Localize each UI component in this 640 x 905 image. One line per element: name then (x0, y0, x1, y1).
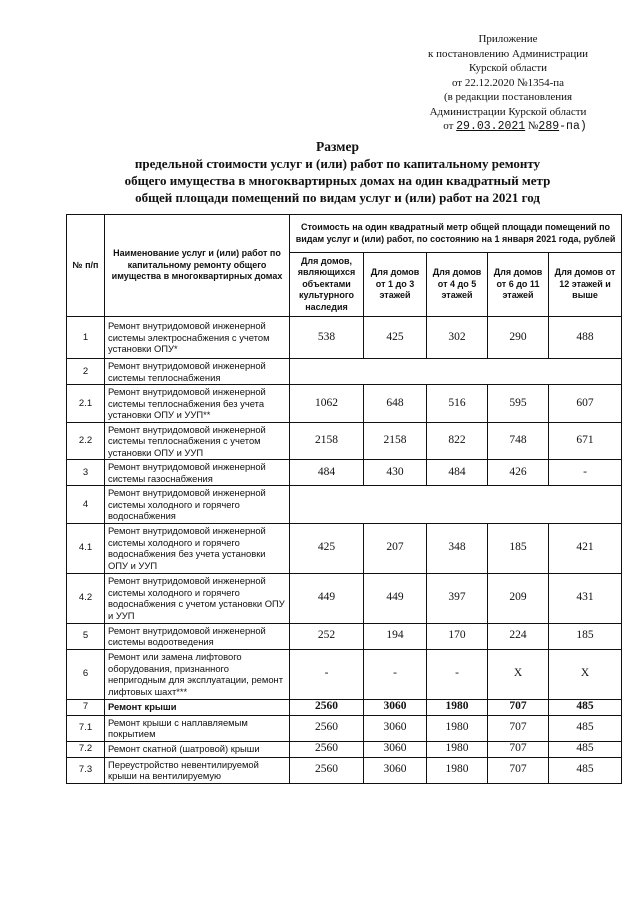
row-number: 6 (67, 649, 105, 699)
row-value-cell: 484 (290, 460, 364, 486)
table-row (67, 460, 622, 486)
row-value-cell: 431 (549, 573, 622, 623)
title-line-3: общего имущества в многоквартирных домах на один квадратный метр (124, 173, 551, 188)
row-service-name: Ремонт внутридомовой инженерной системы холодного и горячего водоснабжения без учета установки ОПУ и УУП (105, 523, 290, 573)
row-number: 7.2 (67, 741, 105, 757)
table-row (67, 385, 622, 423)
appendix-line-5: (в редакции постановления (443, 91, 573, 103)
row-value-cell: - (290, 649, 364, 699)
row-value-cell: 3060 (364, 715, 427, 741)
row-value-cell: 607 (549, 385, 622, 423)
row-number: 2.2 (67, 422, 105, 460)
row-number: 7.3 (67, 757, 105, 783)
row-value-cell: 2560 (290, 757, 364, 783)
row-service-name: Ремонт внутридомовой инженерной системы водоотведения (105, 623, 290, 649)
row-value-cell: 485 (549, 741, 622, 757)
row-value-cell: 425 (364, 317, 427, 359)
row-value-cell: - (549, 460, 622, 486)
row-value-cell: 449 (364, 573, 427, 623)
appendix-line-6: Администрации Курской области (429, 105, 587, 118)
header-cost-group: Стоимость на один квадратный метр общей площади помещений по видам услуг и (или) работ, по состоянию на 1 января 2021 года, рублей (290, 215, 622, 253)
row-value-cell: 185 (488, 523, 549, 573)
row-service-name: Ремонт крыши с наплавляемым покрытием (105, 715, 290, 741)
row-service-name: Ремонт внутридомовой инженерной системы теплоснабжения с учетом установки ОПУ и УУП (105, 422, 290, 460)
row-value-cell: - (427, 649, 488, 699)
row-value-cell: 252 (290, 623, 364, 649)
appendix-number-suffix: -па) (559, 120, 587, 133)
row-value-cell: 302 (427, 317, 488, 359)
row-value-cell: 484 (427, 460, 488, 486)
row-value-cell: 2560 (290, 741, 364, 757)
table-row (67, 741, 622, 757)
row-value-cell: 425 (290, 523, 364, 573)
appendix-number: 289 (538, 120, 560, 133)
row-value-cell: 430 (364, 460, 427, 486)
table-row (67, 715, 622, 741)
row-value-cell: 185 (549, 623, 622, 649)
row-value-cell: 648 (364, 385, 427, 423)
header-col-6-11: Для домов от 6 до 11 этажей (488, 253, 549, 317)
cost-table (66, 214, 622, 784)
appendix-block (388, 32, 628, 135)
appendix-line-4: от 22.12.2020 №1354-па (451, 76, 565, 89)
table-row (67, 757, 622, 783)
row-number: 7 (67, 699, 105, 715)
row-service-name: Ремонт крыши (105, 699, 290, 715)
row-value-cell: 485 (549, 699, 622, 715)
row-service-name: Ремонт внутридомовой инженерной системы теплоснабжения (105, 359, 290, 385)
row-service-name: Ремонт внутридомовой инженерной системы теплоснабжения без учета установки ОПУ и УУП** (105, 385, 290, 423)
row-value-cell: 421 (549, 523, 622, 573)
row-value-cell: 397 (427, 573, 488, 623)
appendix-number-sign: № (527, 120, 539, 132)
row-service-name: Ремонт внутридомовой инженерной системы холодного и горячего водоснабжения с учетом установки ОПУ и УУП (105, 573, 290, 623)
header-col-12plus: Для домов от 12 этажей и выше (549, 253, 622, 317)
table-row (67, 523, 622, 573)
row-value-cell: 1980 (427, 757, 488, 783)
row-value-cell: 707 (488, 699, 549, 715)
appendix-line-7 (388, 119, 628, 135)
row-service-name: Ремонт внутридомовой инженерной системы газоснабжения (105, 460, 290, 486)
row-value-cell: 485 (549, 757, 622, 783)
row-value-cell: 488 (549, 317, 622, 359)
row-value-cell: 707 (488, 715, 549, 741)
appendix-date: 29.03.2021 (456, 120, 526, 133)
header-col-heritage: Для домов, являющихся объектами культурного наследия (290, 253, 364, 317)
row-number: 2 (67, 359, 105, 385)
table-row (67, 317, 622, 359)
row-value-cell: 3060 (364, 741, 427, 757)
row-value-cell: 2158 (290, 422, 364, 460)
table-row (67, 699, 622, 715)
row-value-cell: 1062 (290, 385, 364, 423)
row-number: 2.1 (67, 385, 105, 423)
table-body (67, 317, 622, 784)
table-row (67, 573, 622, 623)
row-value-cell: 516 (427, 385, 488, 423)
row-value-cell: 3060 (364, 757, 427, 783)
row-value-cell: X (488, 649, 549, 699)
table-row (67, 486, 622, 524)
row-value-cell: 2560 (290, 715, 364, 741)
row-value-cell: 1980 (427, 741, 488, 757)
row-value-cell: 595 (488, 385, 549, 423)
row-number: 3 (67, 460, 105, 486)
row-value-cell: 2158 (364, 422, 427, 460)
row-value-cell: 290 (488, 317, 549, 359)
row-service-name: Переустройство невентилируемой крыши на вентилируемую (105, 757, 290, 783)
table-row (67, 623, 622, 649)
row-number: 4.2 (67, 573, 105, 623)
row-value-cell: 194 (364, 623, 427, 649)
row-service-name: Ремонт внутридомовой инженерной системы электроснабжения с учетом установки ОПУ* (105, 317, 290, 359)
row-value-cell: X (549, 649, 622, 699)
row-value-cell: 209 (488, 573, 549, 623)
row-number: 1 (67, 317, 105, 359)
row-value-cell: 449 (290, 573, 364, 623)
appendix-date-prefix: от (443, 120, 454, 132)
row-value-cell: 348 (427, 523, 488, 573)
row-number: 7.1 (67, 715, 105, 741)
row-value-cell: 1980 (427, 715, 488, 741)
row-empty-values (290, 486, 622, 524)
title-line-2: предельной стоимости услуг и (или) работ по капитальному ремонту (134, 156, 541, 171)
row-number: 4 (67, 486, 105, 524)
row-service-name: Ремонт внутридомовой инженерной системы холодного и горячего водоснабжения (105, 486, 290, 524)
row-service-name: Ремонт скатной (шатровой) крыши (105, 741, 290, 757)
title-line-4: общей площади помещений по видам услуг и (или) работ на 2021 год (135, 190, 540, 205)
appendix-line-2: к постановлению Администрации (427, 47, 589, 60)
row-value-cell: 707 (488, 757, 549, 783)
row-value-cell: 822 (427, 422, 488, 460)
row-value-cell: 538 (290, 317, 364, 359)
row-value-cell: 2560 (290, 699, 364, 715)
row-value-cell: 748 (488, 422, 549, 460)
row-value-cell: 3060 (364, 699, 427, 715)
row-value-cell: 207 (364, 523, 427, 573)
row-value-cell: 1980 (427, 699, 488, 715)
row-value-cell: 224 (488, 623, 549, 649)
row-value-cell: 426 (488, 460, 549, 486)
row-value-cell: 707 (488, 741, 549, 757)
header-num: № п/п (67, 215, 105, 317)
row-value-cell: 170 (427, 623, 488, 649)
appendix-line-1: Приложение (478, 33, 538, 45)
row-value-cell: 671 (549, 422, 622, 460)
row-number: 4.1 (67, 523, 105, 573)
table-row (67, 422, 622, 460)
row-empty-values (290, 359, 622, 385)
header-name: Наименование услуг и (или) работ по капитальному ремонту общего имущества в многоквартирных домах (105, 215, 290, 317)
table-row (67, 359, 622, 385)
row-value-cell: - (364, 649, 427, 699)
row-number: 5 (67, 623, 105, 649)
title-line-1: Размер (316, 139, 359, 154)
header-col-1-3: Для домов от 1 до 3 этажей (364, 253, 427, 317)
row-value-cell: 485 (549, 715, 622, 741)
row-service-name: Ремонт или замена лифтового оборудования, признанного непригодным для эксплуатации, ремонт лифтовых шахт*** (105, 649, 290, 699)
document-title (60, 138, 615, 206)
appendix-line-3: Курской области (468, 62, 548, 74)
header-col-4-5: Для домов от 4 до 5 этажей (427, 253, 488, 317)
table-row (67, 649, 622, 699)
